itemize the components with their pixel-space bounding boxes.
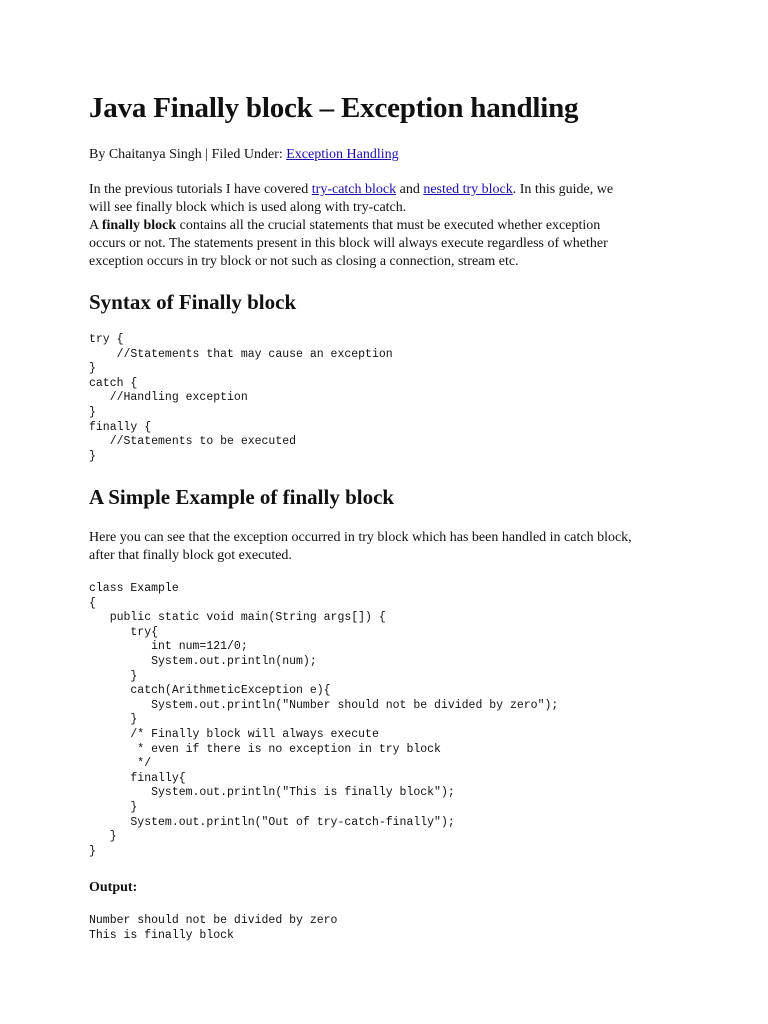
intro-line-4: occurs or not. The statements present in this block will always execute regardless of whether <box>89 236 608 251</box>
code-line: //Statements that may cause an exception <box>89 347 393 361</box>
page-title: Java Finally block – Exception handling <box>89 92 579 124</box>
code-line: } <box>89 362 96 376</box>
code-line: System.out.println(num); <box>89 654 317 668</box>
output-line: Number should not be divided by zero <box>89 914 338 927</box>
code-line: catch { <box>89 376 138 390</box>
code-line: System.out.println("Out of try-catch-finally"); <box>89 815 455 829</box>
intro-line-2: will see finally block which is used along with try-catch. <box>89 200 407 215</box>
code-line: } <box>89 669 138 683</box>
code-line: */ <box>89 757 152 771</box>
code-line: * even if there is no exception in try block <box>89 742 441 756</box>
code-line: try{ <box>89 625 159 639</box>
example-description-line-1: Here you can see that the exception occurred in try block which has been handled in catch block, <box>89 530 632 545</box>
intro-line-5: exception occurs in try block or not such as closing a connection, stream etc. <box>89 254 519 269</box>
intro-text: contains all the crucial statements that must be executed whether exception <box>176 218 601 233</box>
byline <box>89 146 399 164</box>
code-line: System.out.println("Number should not be divided by zero"); <box>89 698 559 712</box>
nested-try-block-link[interactable]: nested try block <box>423 182 513 197</box>
syntax-code-block <box>89 333 393 464</box>
output-line: This is finally block <box>89 928 234 942</box>
try-catch-block-link[interactable]: try-catch block <box>311 182 397 197</box>
intro-text: In the previous tutorials I have covered <box>89 182 312 197</box>
code-line: } <box>89 713 138 727</box>
code-line: finally { <box>89 420 152 434</box>
byline-text: By Chaitanya Singh | Filed Under: <box>89 147 287 162</box>
syntax-heading: Syntax of Finally block <box>89 290 297 314</box>
code-line: } <box>89 844 96 858</box>
intro-text: . In this guide, we <box>512 182 614 197</box>
code-line: { <box>89 596 96 610</box>
code-line: } <box>89 449 96 463</box>
code-line: //Statements to be executed <box>89 435 297 449</box>
output-block <box>89 914 337 943</box>
code-line: } <box>89 830 117 844</box>
intro-paragraph <box>89 181 679 271</box>
category-link-exception-handling[interactable]: Exception Handling <box>286 147 399 162</box>
code-line: //Handling exception <box>89 391 248 405</box>
code-line: /* Finally block will always execute <box>89 727 379 741</box>
code-line: public static void main(String args[]) { <box>89 611 386 625</box>
finally-block-term: finally block <box>101 218 177 233</box>
code-line: System.out.println("This is finally block"); <box>89 786 455 800</box>
code-line: int num=121/0; <box>89 640 248 654</box>
intro-text: A <box>89 218 102 233</box>
example-heading: A Simple Example of finally block <box>89 485 395 509</box>
example-description <box>89 529 679 565</box>
code-line: try { <box>89 333 124 346</box>
example-description-line-2: after that finally block got executed. <box>89 548 292 563</box>
code-line: } <box>89 405 96 419</box>
intro-line-3 <box>89 217 679 235</box>
code-line: class Example <box>89 582 179 595</box>
output-heading: Output: <box>89 880 138 895</box>
intro-text: and <box>396 182 424 197</box>
intro-line-1 <box>89 181 679 199</box>
example-code-block <box>89 582 558 859</box>
code-line: catch(ArithmeticException e){ <box>89 684 331 698</box>
code-line: finally{ <box>89 771 186 785</box>
code-line: } <box>89 800 138 814</box>
